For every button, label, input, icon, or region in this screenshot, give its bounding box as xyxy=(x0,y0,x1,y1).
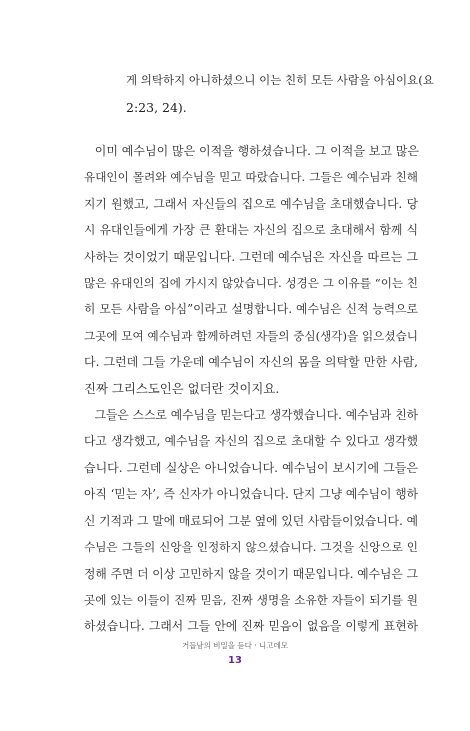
scripture-quote xyxy=(126,66,436,122)
running-footer-title: 거듭남의 비밀을 듣다 · 니고데모 xyxy=(181,641,289,650)
paragraph-2-line: 하셨습니다. 그래서 그들 안에 진짜 믿음이 없음을 이렇게 표현하 xyxy=(84,619,418,634)
paragraph-1-line: 이미 예수님이 많은 이적을 행하셨습니다. 그 이적을 보고 많은 xyxy=(94,144,419,158)
paragraph-2-line: 정해 주면 더 이상 고민하지 않을 것이기 때문입니다. 예수님은 그 xyxy=(84,566,418,581)
paragraph-2-line: 다고 생각했고, 예수님을 자신의 집으로 초대할 수 있다고 생각했 xyxy=(84,434,418,449)
paragraph-1-line: 유대인이 몰려와 예수님을 믿고 따랐습니다. 그들은 예수님과 친해 xyxy=(84,170,418,185)
paragraph-1-line: 그곳에 모여 예수님과 함께하려던 자들의 중심(생각)을 읽으셨습니 xyxy=(84,328,418,343)
paragraph-2-line: 그들은 스스로 예수님을 믿는다고 생각했습니다. 예수님과 친하 xyxy=(94,408,418,423)
paragraph-1-line: 시 유대인들에게 가장 큰 환대는 자신의 집으로 초대해서 함께 식 xyxy=(84,223,418,238)
quote-line: 게 의탁하지 아니하셨으니 이는 친히 모든 사람을 아심이요(요 xyxy=(126,73,434,87)
paragraph-2-line: 아직 ‘믿는 자’, 즉 신자가 아니었습니다. 단지 그냥 예수님이 행하 xyxy=(84,487,418,502)
paragraph-1-line: 히 모든 사람을 아심”이라고 설명합니다. 예수님은 신적 능력으로 xyxy=(84,302,418,317)
paragraph-2-line: 신 기적과 그 말에 매료되어 그분 옆에 있던 사람들이었습니다. 예 xyxy=(84,513,418,528)
paragraph-1-line: 많은 유대인의 집에 가시지 않았습니다. 성경은 그 이유를 “이는 친 xyxy=(84,276,418,291)
paragraph-1-line: 사하는 것이었기 때문입니다. 그런데 예수님은 자신을 따르는 그 xyxy=(84,249,418,264)
paragraph-2-line: 습니다. 그런데 실상은 아니었습니다. 예수님이 보시기에 그들은 xyxy=(84,460,418,475)
paragraph-1-line: 다. 그런데 그들 가운데 예수님이 자신의 몸을 의탁할 만한 사람, xyxy=(84,355,418,370)
paragraph-1-line: 지기 원했고, 그래서 자신들의 집으로 예수님을 초대했습니다. 당 xyxy=(84,196,418,211)
page-number: 13 xyxy=(228,655,242,666)
paragraph-2-line: 곳에 있는 이들이 진짜 믿음, 진짜 생명을 소유한 자들이 되기를 원 xyxy=(84,592,418,607)
paragraph-2-line: 수님은 그들의 신앙을 인정하지 않으셨습니다. 그것을 신앙으로 인 xyxy=(84,540,418,555)
body-text xyxy=(84,138,418,640)
quote-line: 2:23, 24). xyxy=(126,100,187,115)
paragraph-1-line: 진짜 그리스도인은 없더란 것이지요. xyxy=(84,380,280,396)
